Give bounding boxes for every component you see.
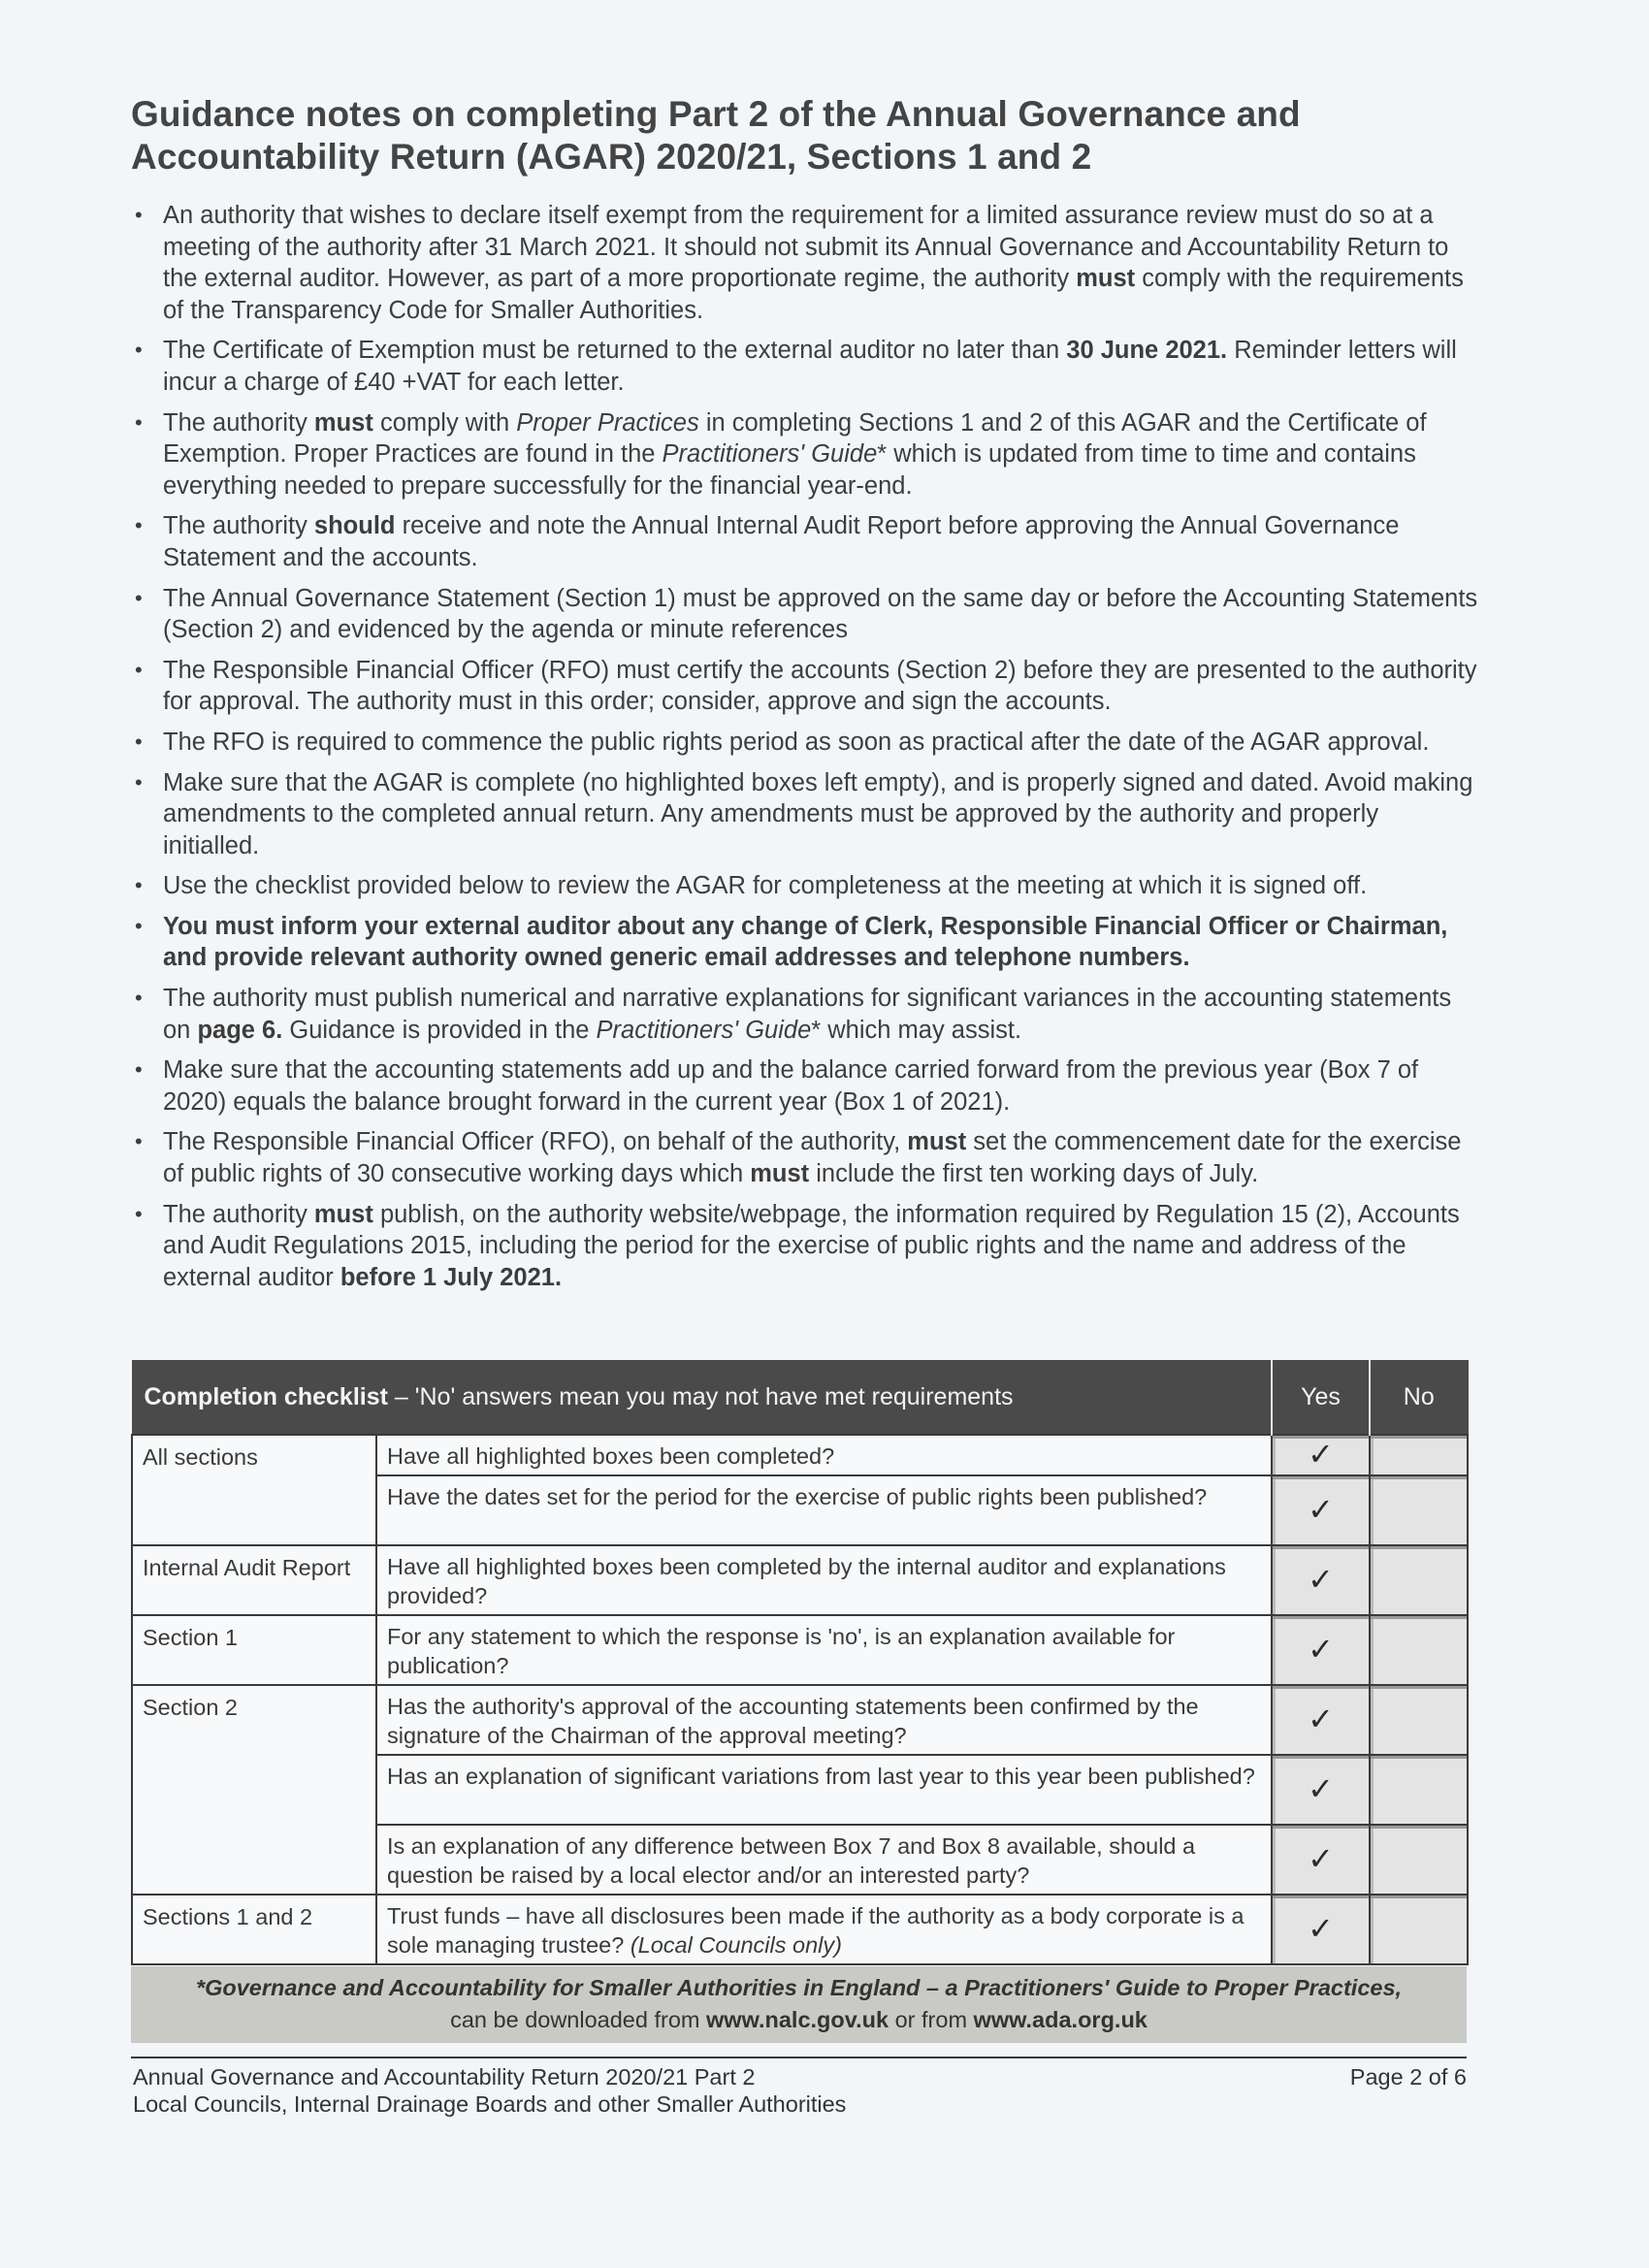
- page-title: [131, 93, 1489, 178]
- no-checkbox[interactable]: [1370, 1685, 1468, 1755]
- bullet-text: Make sure that the accounting statements add up and the balance carried forward from the previous year (Box 7 of 2020) equals the balance brought forward in the current year (Box 1 of 2021).: [163, 1056, 1419, 1116]
- practitioners-guide-footnote: [131, 1966, 1467, 2043]
- yes-checkbox[interactable]: [1272, 1685, 1370, 1755]
- bullet-dot-icon: •: [135, 913, 143, 938]
- checklist-header-title: [132, 1361, 1272, 1436]
- no-checkbox[interactable]: [1370, 1435, 1468, 1475]
- nalc-link[interactable]: www.nalc.gov.uk: [706, 2007, 889, 2032]
- no-checkbox[interactable]: [1370, 1545, 1468, 1615]
- bullet-text: comply with the requirements of the Transparency Code for Smaller Authorities.: [163, 265, 1464, 324]
- no-checkbox[interactable]: [1370, 1615, 1468, 1685]
- checkmark-icon: ✓: [1308, 1701, 1334, 1736]
- bullet-text: Proper Practices: [516, 408, 699, 437]
- guidance-bullet: [131, 1126, 1479, 1189]
- bullet-text: Make sure that the AGAR is complete (no highlighted boxes left empty), and is properly signed and dated. Avoid making amendments to the completed annual return. Any amendments must be approved by the authority and properly initialled.: [163, 768, 1473, 859]
- yes-checkbox[interactable]: [1272, 1895, 1370, 1964]
- no-checkbox[interactable]: [1370, 1475, 1468, 1545]
- question-text: Have all highlighted boxes been completed?: [387, 1443, 835, 1469]
- bullet-text: Practitioners' Guide: [596, 1016, 812, 1044]
- question-text: Is an explanation of any difference between Box 7 and Box 8 available, should a question be raised by a local elector and/or an interested party?: [387, 1833, 1196, 1888]
- guidance-bullet: [131, 510, 1479, 573]
- bullet-text: set the commencement date for the exercise of public rights of 30 consecutive working days which: [163, 1128, 1462, 1188]
- checkmark-icon: ✓: [1308, 1632, 1334, 1667]
- checkmark-icon: ✓: [1308, 1771, 1334, 1806]
- checklist-row: [132, 1685, 1468, 1755]
- yes-checkbox[interactable]: [1272, 1825, 1370, 1895]
- bullet-text: Guidance is provided in the: [282, 1016, 597, 1044]
- no-column-header: No: [1370, 1361, 1468, 1436]
- guidance-bullet: [131, 1199, 1479, 1294]
- bullet-dot-icon: •: [135, 729, 143, 754]
- bullet-text: The RFO is required to commence the public rights period as soon as practical after the date of the AGAR approval.: [163, 728, 1430, 756]
- footnote-text: can be downloaded from: [450, 2007, 707, 2032]
- guidance-bullet: [131, 655, 1479, 718]
- bullet-dot-icon: •: [135, 657, 143, 682]
- bullet-text: The authority: [163, 512, 314, 540]
- checkmark-icon: ✓: [1308, 1841, 1334, 1876]
- checklist-question: [376, 1435, 1272, 1475]
- question-text: Trust funds – have all disclosures been made if the authority as a body corporate is a sole managing trustee?: [387, 1903, 1245, 1958]
- bullet-text: You must inform your external auditor about any change of Clerk, Responsible Financial Officer or Chairman, and provide relevant authority owned generic email addresses and telephone numbers.: [163, 912, 1448, 972]
- footnote-guide-title: *Governance and Accountability for Smaller Authorities in England – a Practitioners' Guide to Proper Practices,: [195, 1975, 1403, 2000]
- footer-audience: Local Councils, Internal Drainage Boards and other Smaller Authorities: [133, 2091, 847, 2117]
- bullet-text: The Certificate of Exemption must be returned to the external auditor no later than: [163, 337, 1067, 365]
- checklist-question: [376, 1825, 1272, 1895]
- footnote-text: or from: [889, 2007, 974, 2032]
- checklist-question: [376, 1615, 1272, 1685]
- bullet-text: The authority: [163, 1200, 314, 1228]
- bullet-dot-icon: •: [135, 585, 143, 610]
- bullet-dot-icon: •: [135, 1129, 143, 1154]
- checkmark-icon: ✓: [1308, 1492, 1334, 1527]
- bullet-text: must: [907, 1128, 967, 1156]
- bullet-dot-icon: •: [135, 513, 143, 538]
- bullet-text: Use the checklist provided below to review the AGAR for completeness at the meeting at which it is signed off.: [163, 872, 1368, 900]
- checklist-section-label: Section 1: [132, 1615, 376, 1685]
- bullet-text: The authority must publish numerical and narrative explanations for significant variances in the accounting statements on: [163, 985, 1452, 1044]
- checklist-title: Completion checklist: [144, 1383, 388, 1410]
- question-text: Have the dates set for the period for the exercise of public rights been published?: [387, 1484, 1208, 1509]
- checkmark-icon: ✓: [1308, 1911, 1334, 1946]
- yes-checkbox[interactable]: [1272, 1475, 1370, 1545]
- completion-checklist-table: [131, 1360, 1469, 1965]
- guidance-bullet: [131, 911, 1479, 974]
- yes-column-header: Yes: [1272, 1361, 1370, 1436]
- checklist-subtitle: – 'No' answers mean you may not have met requirements: [387, 1383, 1014, 1410]
- checklist-section-label: Section 2: [132, 1685, 376, 1895]
- question-text: Have all highlighted boxes been completed by the internal auditor and explanations provided?: [387, 1554, 1226, 1608]
- bullet-dot-icon: •: [135, 1057, 143, 1083]
- bullet-text: * which may assist.: [811, 1016, 1022, 1044]
- question-text: For any statement to which the response is 'no', is an explanation available for publication?: [387, 1624, 1176, 1678]
- bullet-text: An authority that wishes to declare itself exempt from the requirement for a limited assurance review must do so at a meeting of the authority after 31 March 2021. It should not submit its Annual Governance and Accountability Return to the external auditor. However, as part of a more proportionate regime, the authority: [163, 202, 1449, 293]
- bullet-dot-icon: •: [135, 409, 143, 435]
- bullet-dot-icon: •: [135, 1201, 143, 1226]
- guidance-bullet: [131, 407, 1479, 502]
- checklist-question: [376, 1475, 1272, 1545]
- footer-document-info: [133, 2063, 846, 2118]
- guidance-bullet: [131, 1054, 1479, 1118]
- bullet-text: must: [313, 1200, 373, 1228]
- yes-checkbox[interactable]: [1272, 1435, 1370, 1475]
- yes-checkbox[interactable]: [1272, 1615, 1370, 1685]
- bullet-text: Practitioners' Guide: [662, 440, 878, 469]
- bullet-text: The Responsible Financial Officer (RFO) must certify the accounts (Section 2) before they are presented to the authority for approval. The authority must in this order; consider, approve and sign the accounts.: [163, 656, 1477, 716]
- checklist-section-label: Internal Audit Report: [132, 1545, 376, 1615]
- bullet-text: The authority: [163, 408, 314, 437]
- bullet-text: receive and note the Annual Internal Audit Report before approving the Annual Governance Statement and the accounts.: [163, 512, 1400, 571]
- question-note: (Local Councils only): [624, 1932, 842, 1958]
- checklist-section-label: Sections 1 and 2: [132, 1895, 376, 1964]
- checklist-row: [132, 1435, 1468, 1475]
- bullet-text: Reminder letters will incur a charge of £40 +VAT for each letter.: [163, 337, 1457, 396]
- bullet-dot-icon: •: [135, 769, 143, 794]
- no-checkbox[interactable]: [1370, 1895, 1468, 1964]
- bullet-text: should: [313, 512, 396, 540]
- guidance-bullet: [131, 335, 1479, 398]
- guidance-bullet: [131, 727, 1479, 759]
- footer-return-title: Annual Governance and Accountability Return 2020/21 Part 2: [133, 2064, 756, 2090]
- title-line-1: Guidance notes on completing Part 2 of the Annual Governance and: [131, 94, 1301, 134]
- bullet-dot-icon: •: [135, 986, 143, 1011]
- checkmark-icon: ✓: [1308, 1437, 1334, 1472]
- bullet-text: in completing Sections 1 and 2 of this AGAR and the Certificate of Exemption. Proper Practices are found in the: [163, 408, 1427, 469]
- footnote-download-line: [131, 2007, 1467, 2033]
- checklist-row: [132, 1615, 1468, 1685]
- bullet-text: page 6.: [197, 1016, 283, 1044]
- guidance-bullet: [131, 870, 1479, 902]
- bullet-text: publish, on the authority website/webpage, the information required by Regulation 15 (2), Accounts and Audit Regulations 2015, including the period for the exercise of public rights and the name and address of the external auditor: [163, 1200, 1460, 1291]
- guidance-bullet: [131, 200, 1479, 326]
- bullet-text: include the first ten working days of July.: [809, 1160, 1259, 1188]
- yes-checkbox[interactable]: [1272, 1545, 1370, 1615]
- no-checkbox[interactable]: [1370, 1825, 1468, 1895]
- checklist-question: [376, 1685, 1272, 1755]
- footer-divider: [131, 2057, 1467, 2058]
- guidance-bullet-list: [131, 200, 1479, 1302]
- no-checkbox[interactable]: [1370, 1755, 1468, 1825]
- guidance-bullet: [131, 983, 1479, 1046]
- checklist-row: [132, 1895, 1468, 1964]
- question-text: Has the authority's approval of the accounting statements been confirmed by the signature of the Chairman of the approval meeting?: [387, 1694, 1199, 1748]
- guidance-bullet: [131, 767, 1479, 862]
- bullet-text: must: [750, 1160, 810, 1188]
- checklist-row: [132, 1545, 1468, 1615]
- bullet-text: before 1 July 2021.: [340, 1263, 563, 1291]
- question-text: Has an explanation of significant variations from last year to this year been published?: [387, 1764, 1255, 1789]
- checkmark-icon: ✓: [1308, 1562, 1334, 1597]
- bullet-dot-icon: •: [135, 203, 143, 227]
- bullet-text: The Responsible Financial Officer (RFO), on behalf of the authority,: [163, 1128, 908, 1156]
- bullet-text: must: [1076, 265, 1136, 293]
- bullet-text: * which is updated from time to time and contains everything needed to prepare successfully for the financial year-end.: [163, 440, 1416, 500]
- bullet-dot-icon: •: [135, 873, 143, 898]
- ada-link[interactable]: www.ada.org.uk: [973, 2007, 1148, 2032]
- bullet-dot-icon: •: [135, 338, 143, 363]
- bullet-text: must: [313, 408, 373, 437]
- checklist-question: [376, 1895, 1272, 1964]
- bullet-text: The Annual Governance Statement (Section 1) must be approved on the same day or before the Accounting Statements (Section 2) and evidenced by the agenda or minute references: [163, 584, 1478, 644]
- checklist-section-label: All sections: [132, 1435, 376, 1545]
- bullet-text: comply with: [372, 408, 517, 437]
- guidance-bullet: [131, 583, 1479, 646]
- bullet-text: 30 June 2021.: [1066, 337, 1228, 365]
- checklist-question: [376, 1545, 1272, 1615]
- checklist-question: [376, 1755, 1272, 1825]
- yes-checkbox[interactable]: [1272, 1755, 1370, 1825]
- title-line-2: Accountability Return (AGAR) 2020/21, Sections 1 and 2: [131, 137, 1092, 177]
- checklist-header-row: [132, 1361, 1468, 1436]
- page-number: Page 2 of 6: [1349, 2064, 1467, 2090]
